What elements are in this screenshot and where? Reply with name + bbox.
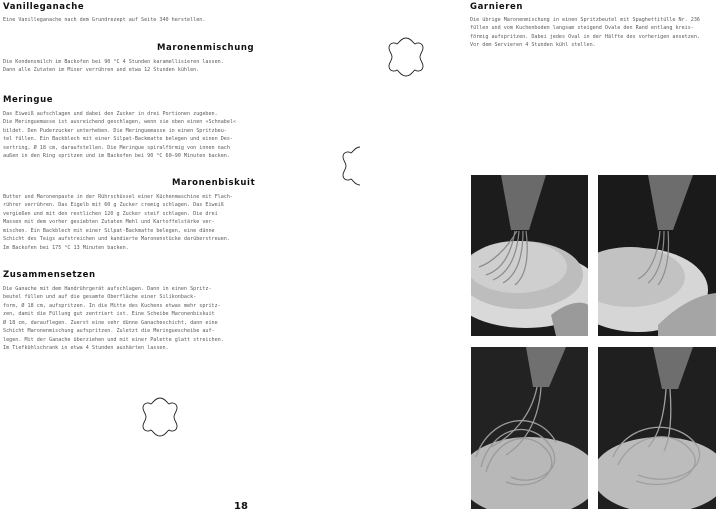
text-line: Ø 18 cm, darauflegen. Zuerst eine sehr dünne Ganacheschicht, dann eine <box>3 319 218 326</box>
maronenmischung-heading: Maronenmischung <box>157 43 255 53</box>
right-page <box>360 0 720 513</box>
text-line: Butter und Maronenpaste in der Rührschüssel einer Küchenmaschine mit Flach- <box>3 194 234 200</box>
flower-outline-icon <box>138 395 182 439</box>
maronenbiskuit-text <box>3 193 233 252</box>
text-line: bildet. Den Puderzucker unterheben. Die Meringuemasse in einen Spritzbeu- <box>3 127 227 134</box>
piping-photo-4 <box>598 347 716 509</box>
zusammensetzen-heading: Zusammensetzen <box>3 270 96 280</box>
text-line: außen in den Ring spritzen und im Backofen bei 90 °C 60–90 Minuten backen. <box>3 153 230 160</box>
text-line: Schicht Maronenmischung aufspritzen. Zuletzt die Meringuescheibe auf- <box>3 328 215 335</box>
text-line: Vor dem Servieren 4 Stunden kühl stellen. <box>470 42 596 49</box>
text-line: Dann alle Zutaten im Mixer verrühren und etwa 12 Stunden kühlen. <box>3 67 200 74</box>
page-number: 18 <box>234 501 248 512</box>
piping-photo-3 <box>471 347 588 509</box>
text-line: Im Tiefkühlschrank in etwa 4 Stunden aushärten lassen. <box>3 345 169 352</box>
meringue-text <box>3 110 236 161</box>
text-line: Die übrige Maronenmischung in einen Spritzbeutel mit Spaghettitülle Nr. 236 <box>470 17 701 23</box>
garnieren-text <box>470 16 700 50</box>
text-line: form, Ø 18 cm, aufspritzen. In die Mitte des Kuchens etwas mehr spritz- <box>3 302 221 309</box>
maronenmischung-text <box>3 58 224 75</box>
piping-photo-2 <box>598 175 716 336</box>
text-line: beutel füllen und auf die gesamte Oberfläche einer Silikonback- <box>3 294 197 301</box>
text-line: Die Ganache mit dem Handrührgerät aufschlagen. Dann in einen Spritz- <box>3 286 212 292</box>
text-line: Das Eiweiß aufschlagen und dabei den Zucker in drei Portionen zugeben. <box>3 111 218 117</box>
garnieren-heading: Garnieren <box>470 2 524 12</box>
text-line: vergießen und mit den restlichen 120 g Zucker steif schlagen. Die drei <box>3 210 218 217</box>
text-line: Im Backofen bei 175 °C 13 Minuten backen. <box>3 244 129 251</box>
text-line: Die Kondensmilch im Backofen bei 90 °C 4 Stunden karamellisieren lassen. <box>3 59 224 65</box>
meringue-heading: Meringue <box>3 95 54 105</box>
flower-outline-icon <box>384 35 428 79</box>
text-line: mischen. Ein Backblech mit einer Silpat-Backmatte belegen, eine dünne <box>3 227 215 234</box>
text-line: Eine Vanilleganache nach dem Grundrezept auf Seite 340 herstellen. <box>3 17 206 23</box>
text-line: sertring, Ø 18 cm, daraufstellen. Die Meringue spiralförmig von innen nach <box>3 144 230 151</box>
vanillegananche-heading: Vanilleganache <box>3 2 85 12</box>
zusammensetzen-text <box>3 285 224 353</box>
text-line: legen. Mit der Ganache überziehen und mit einer Palette glatt streichen. <box>3 336 224 343</box>
text-line: füllen und vom Kuchenboden langsam steigend Ovale den Rand entlang kreis- <box>470 25 694 32</box>
text-line: rührer verrühren. Das Eigelb mit 60 g Zucker cremig schlagen. Das Eiweiß <box>3 202 224 209</box>
text-line: Schicht des Teigs aufstreichen und kandierte Maronenstücke darüberstreuen. <box>3 236 230 243</box>
text-line: zen, damit die Füllung gut zentriert ist. Eine Scheibe Maronenbiskuit <box>3 311 215 318</box>
text-line: förmig aufspritzen. Dabei jedes Oval in der Hälfte des vorherigen ansetzen. <box>470 33 701 40</box>
maronenbiskuit-heading: Maronenbiskuit <box>172 178 256 188</box>
text-line: Die Meringuemasse ist ausreichend geschlagen, wenn sie oben einen »Schnabel« <box>3 119 237 126</box>
vanillegananche-text <box>3 16 205 24</box>
piping-photo-1 <box>471 175 588 336</box>
text-line: tel füllen. Ein Backblech mit einer Silpat-Backmatte belegen und einen Des- <box>3 136 234 143</box>
text-line: Massen mit dem vorher gesiebten Zutaten Mehl und Kartoffelstärke ver- <box>3 219 215 226</box>
